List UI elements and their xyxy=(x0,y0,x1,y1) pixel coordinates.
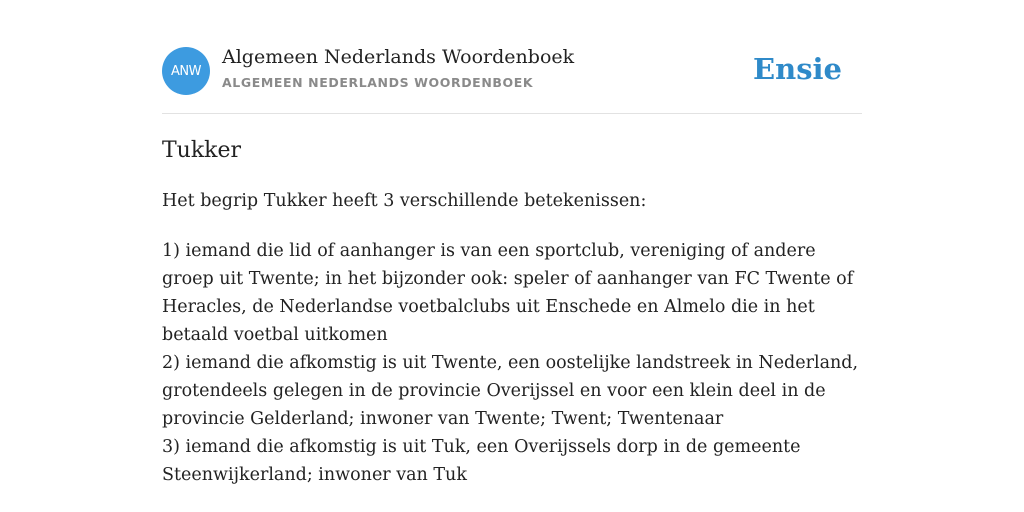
ensie-logo[interactable]: Ensie xyxy=(753,52,842,86)
source-subtitle: ALGEMEEN NEDERLANDS WOORDENBOEK xyxy=(222,75,534,90)
definition-item: 3) iemand die afkomstig is uit Tuk, een Overijssels dorp in de gemeente Steenwijkerland; inwoner van Tuk xyxy=(162,437,801,485)
source-header xyxy=(162,44,862,98)
definition-list xyxy=(162,237,862,489)
anw-logo[interactable] xyxy=(162,47,210,95)
header-divider xyxy=(162,113,862,114)
source-title[interactable]: Algemeen Nederlands Woordenboek xyxy=(222,46,575,68)
logo-text: ANW xyxy=(171,63,201,79)
definition-item: 1) iemand die lid of aanhanger is van een sportclub, vereniging of andere groep uit Twente; in het bijzonder ook: speler of aanhanger van FC Twente of Heracles, de Nederlandse voetbalclubs uit Enschede en Almelo die in het betaald voetbal uitkomen xyxy=(162,241,854,345)
entry-intro: Het begrip Tukker heeft 3 verschillende betekenissen: xyxy=(162,191,647,211)
definition-item: 2) iemand die afkomstig is uit Twente, een oostelijke landstreek in Nederland, grotendeels gelegen in de provincie Overijssel en voor een klein deel in de provincie Gelderland; inwoner van Twente; Twent; Twentenaar xyxy=(162,353,859,429)
entry-term: Tukker xyxy=(162,138,242,163)
